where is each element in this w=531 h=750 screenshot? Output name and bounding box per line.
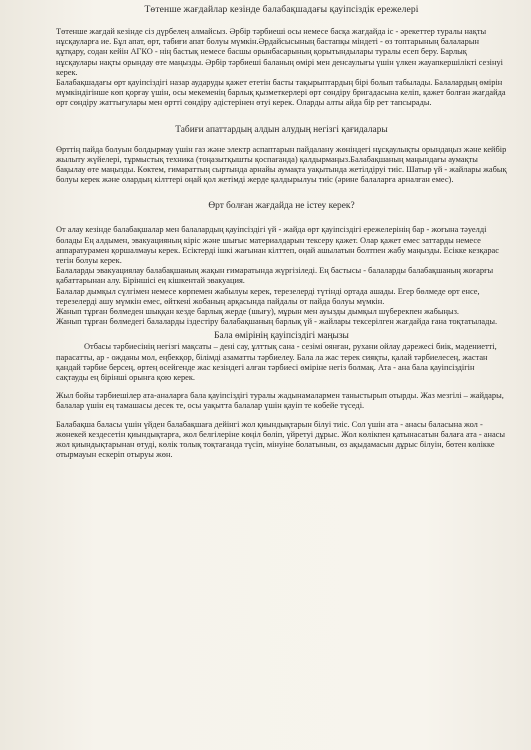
paragraph: Балаларды эвакуациялау балабақшаның жақын ғимаратында жүргізіледі. Ең бастысы - балаларды балабақшаның жоғарғы қабаттарынан алу. Біріншісі ең кішкентай эвакуация. <box>56 266 494 286</box>
paragraph: Жанып тұрған бөлмедегі балаларды іздестіру балабақшаның барлық үй - жайлары тексерілген жағдайда ғана тоқтатылады. <box>56 317 498 327</box>
document-title: Төтенше жағдайлар кезінде балабақшадағы қауіпсіздік ережелері <box>144 4 419 15</box>
section-heading: Бала өмірінің қауіпсіздігі маңызы <box>214 331 349 342</box>
paragraph: Жыл бойы тәрбиешілер ата-аналарға бала қауіпсіздігі туралы жадынамалармен таныстырып отырды. Жаз мезгілі – жайдары, балалар үшін ең тамашасы десек те, осы уақытта балалар үшін қауіп те көбейе түседі. <box>56 391 504 411</box>
paragraph: Балалар дымқыл сүлгімен немесе көрпемен жабылуы керек, терезелерді түтінді ортада ашады. Егер бөлмеде өрт енсе, терезелерді ашу мүмкін емес, өйткені жобаның арқасында пайдалы от пайда болуы мүмкін. <box>56 286 480 306</box>
paragraph: От алау кезінде балабақшалар мен балалардың қауіпсіздігі үй - жайда өрт қауіпсіздігі ережелерінің бар - жоғына тәуелді болады Ең алдымен, эвакуацияның кіріс және шығыс материалдарын тексеру қажет. Олар қажет емес заттарды немесе аппаратурамен қоршалмауы керек. Есіктерді ішкі жағынан кілттеп, оңай ашылатын болтпен жабу маңызды. Есікке кезқарас тегін болуы керек. <box>56 225 499 266</box>
paragraph: Отбасы тәрбиесінің негізгі мақсаты – дені сау, ұлттық сана - сезімі оянған, рухани ойлау дәрежесі биік, мәдениетті, парасатты, ар - ожданы мол, еңбекқор, білімді азаматты тәрбиелеу. Бала ла жас терек сияқты, қалай тәрбиелесең, жастан қандай тәрбие берсең, өртең өсейгенде жас кезіндегі алған тәрбиесі өміріне негіз болмақ. Ата - ана бала қауіпсіздігін сақтауды ең бірінші орынға қою керек. <box>56 342 497 383</box>
paragraph: Өрттің пайда болуын болдырмау үшін газ және электр аспаптарын пайдалану жөніндегі нұсқаулықты орындаңыз және кейбір жылыту жүйелері, тұрмыстық техника (тоңазытқышты қоспағанда) қалдырмаңыз.Балабақшаның маңындағы аумақты бақылау өте маңызды. Көктем, ғимараттың сыртында арнайы аумақта уақытында жетілдіруі тиіс. Шатыр үй - жайлары жабық болуы керек және олардың кілттері оңай қол жетімді жерде қалдырылуы тиіс (әрине балаларға арналған емес). <box>56 144 507 185</box>
paragraph: Балабақша баласы үшін үйден балабақшаға дейінгі жол қиындықтарын білуі тиіс. Сол үшін ата - анасы баласына жол - жөнекей кездесетін қиындықтарға, жол белгілеріне көңіл бөліп, үйретуі дұрыс. Жол көлікпен қатынасатын балаға ата - анасы жол қиындықтарынан өтуді, көлік толық тоқтағанда түсіп, мінуіне болатынын, өз ақыдамасын дұрыс білуін, бөтен көлікке отырмауын ескеріп отыруы жөн. <box>56 419 506 460</box>
paragraph: Балабақшадағы өрт қауіпсіздігі назар аударуды қажет ететін басты тақырыптардың бірі болып табылады. Балалардың өмірін мүмкіндігінше көп қорғау үшін, осы мекеменің барлық қызметкерлері өрт сөндіру бригадасына келіп, қажет болған жағдайда өрт сөндіру жаттығулары мен өртті сөндіру әдістерінен өтуі керек. Оларды алты айда бір рет тапсырады. <box>56 78 506 108</box>
section-heading: Табиғи апаттардың алдын алудың негізгі қағидалары <box>175 124 388 135</box>
paragraph: Жанып тұрған бөлмеден шыққан кезде барлық жерде (шығу), мұрын мен ауызды дымқыл шүберекпен жабыңыз. <box>56 307 460 317</box>
paragraph: Төтенше жағдай кезінде сіз дүрбелең алмайсыз. Әрбір тәрбиеші осы немесе басқа жағдайда іс - әрекеттер туралы нақты нұсқауларға ие. Бұл апат, өрт, табиғи апат болуы мүмкін.Әрдайсысының бастапқы міндеті - өз топтарының балаларын құтқару, содан кейін АГКО - нің бастық немесе басшы орынбасарының қорытындылары туралы есеп беру. Барлық нұсқаулары нақты орындау өте маңызды. Әрбір тәрбиеші баланың өмірі мен денсаулығы үшін үлкен жауапкершілікті сезінуі керек. <box>56 27 503 77</box>
section-heading: Өрт болған жағдайда не істеу керек? <box>208 201 355 212</box>
